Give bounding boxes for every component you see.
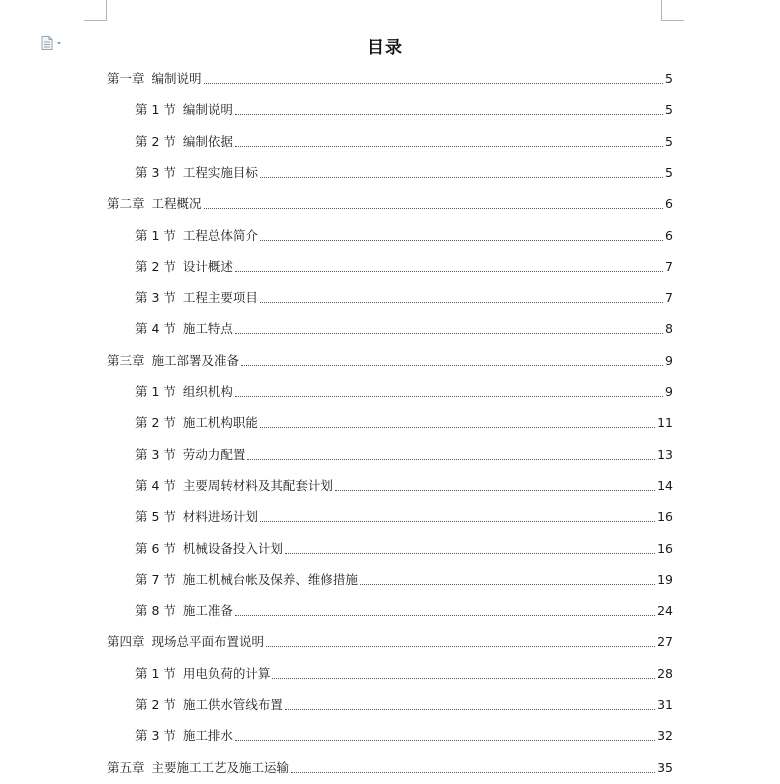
toc-entry-number: 第 3 节 xyxy=(135,728,176,744)
toc-page-number: 8 xyxy=(665,321,673,337)
toc-entry-number: 第四章 xyxy=(107,634,145,650)
toc-entry-number: 第 4 节 xyxy=(135,321,176,337)
toc-entry-label xyxy=(135,258,233,276)
toc-entry-text: 施工准备 xyxy=(182,603,233,619)
toc-entry[interactable] xyxy=(135,665,673,683)
toc-entry-label xyxy=(135,571,358,589)
toc-entry-label xyxy=(107,70,202,88)
toc-entry[interactable] xyxy=(107,195,673,213)
toc-entry-label xyxy=(135,446,245,464)
toc-entry[interactable] xyxy=(107,352,673,370)
toc-entry-number: 第 1 节 xyxy=(135,384,176,399)
toc-page-number: 6 xyxy=(665,227,673,243)
toc-entry-text: 工程主要项目 xyxy=(182,290,258,306)
toc-dot-leader xyxy=(285,708,655,710)
toc-entry-number: 第 2 节 xyxy=(135,258,176,274)
toc-dot-leader xyxy=(266,645,655,647)
toc-dot-leader xyxy=(204,207,664,209)
toc-entry[interactable] xyxy=(135,383,673,401)
toc-dot-leader xyxy=(285,552,655,554)
toc-page-number: 13 xyxy=(657,446,673,462)
toc-dot-leader xyxy=(260,426,655,428)
toc-entry-text: 用电负荷的计算 xyxy=(182,665,271,681)
toc-entry-label xyxy=(135,540,283,558)
toc-page-number: 19 xyxy=(657,571,673,587)
toc-entry-label xyxy=(135,101,233,119)
toc-entry-label xyxy=(135,383,233,401)
toc-entry-text: 编制依据 xyxy=(182,133,233,149)
toc-entry-label xyxy=(135,289,258,307)
toc-entry-text: 工程实施目标 xyxy=(182,164,258,180)
toc-entry-text: 施工部署及准备 xyxy=(151,352,240,368)
toc-entry-text: 主要施工工艺及施工运输 xyxy=(151,759,290,775)
toc-entry-number: 第 1 节 xyxy=(135,102,176,118)
toc-entry[interactable] xyxy=(135,227,673,245)
toc-entry[interactable] xyxy=(135,101,673,119)
toc-entry-text: 编制说明 xyxy=(182,102,233,118)
toc-page-number: 7 xyxy=(665,258,673,274)
toc-entry-label xyxy=(107,195,202,213)
toc-entry[interactable] xyxy=(107,633,673,651)
toc-dot-leader xyxy=(235,145,663,147)
toc-entry-label xyxy=(135,477,333,495)
toc-dot-leader xyxy=(241,364,663,366)
toc-page-number: 35 xyxy=(657,759,673,775)
toc-page-number: 28 xyxy=(657,665,673,681)
toc-entry-text: 施工供水管线布置 xyxy=(182,697,283,712)
toc-entry-label xyxy=(135,508,258,526)
toc-entry[interactable] xyxy=(107,70,673,88)
toc-page-number: 27 xyxy=(657,634,673,650)
toc-dot-leader xyxy=(235,113,663,115)
toc-entry[interactable] xyxy=(135,571,673,589)
toc-entry[interactable] xyxy=(135,446,673,464)
toc-entry-label xyxy=(135,414,258,432)
toc-page-number: 5 xyxy=(665,102,673,118)
toc-title: 目录 xyxy=(367,38,403,58)
toc-dot-leader xyxy=(360,583,655,585)
toc-entry[interactable] xyxy=(135,477,673,495)
toc-entry-label xyxy=(135,602,233,620)
toc-entry-text: 工程总体简介 xyxy=(182,227,258,243)
toc-page-number: 5 xyxy=(665,71,673,86)
toc-entry-number: 第二章 xyxy=(107,196,145,212)
toc-entry[interactable] xyxy=(135,133,673,151)
toc-entry-text: 材料进场计划 xyxy=(182,509,258,525)
toc-entry[interactable] xyxy=(135,164,673,182)
toc-dot-leader xyxy=(260,520,655,522)
toc-entry-text: 劳动力配置 xyxy=(182,446,246,462)
toc-entry[interactable] xyxy=(135,258,673,276)
toc-entry-number: 第一章 xyxy=(107,71,145,86)
toc-entry-text: 机械设备投入计划 xyxy=(182,540,283,556)
toc-entry-text: 施工机械台帐及保养、维修措施 xyxy=(182,571,358,587)
toc-entry-label xyxy=(135,164,258,182)
toc-entry-text: 施工特点 xyxy=(182,321,233,337)
toc-page-number: 24 xyxy=(657,603,673,619)
toc-entry-number: 第三章 xyxy=(107,352,145,368)
toc-page-number: 32 xyxy=(657,728,673,744)
toc-entry-label xyxy=(135,320,233,338)
toc-page-number: 5 xyxy=(665,133,673,149)
toc-entry-label xyxy=(135,727,233,745)
crop-mark-top-left xyxy=(84,0,107,21)
toc-entry-number: 第 7 节 xyxy=(135,571,176,587)
toc-dot-leader xyxy=(235,614,655,616)
toc-entry-number: 第 5 节 xyxy=(135,509,176,525)
toc-entry-number: 第 2 节 xyxy=(135,697,176,712)
toc-dot-leader xyxy=(335,489,655,491)
toc-page-number: 11 xyxy=(657,415,673,431)
toc-entry-text: 施工排水 xyxy=(182,728,233,744)
toc-entry-number: 第 3 节 xyxy=(135,446,176,462)
toc-page-number: 9 xyxy=(665,352,673,368)
toc-entry-text: 设计概述 xyxy=(182,258,233,274)
toc-entry-label xyxy=(135,696,283,714)
toc-entry-number: 第 1 节 xyxy=(135,227,176,243)
toc-entry-label xyxy=(135,665,270,683)
toc-page-number: 16 xyxy=(657,540,673,556)
toc-entry[interactable] xyxy=(107,759,673,777)
toc-entry-text: 主要周转材料及其配套计划 xyxy=(182,477,333,493)
toc-entry-number: 第 6 节 xyxy=(135,540,176,556)
toc-entry-label xyxy=(107,633,264,651)
toc-entry[interactable] xyxy=(135,289,673,307)
toc-dot-leader xyxy=(235,270,663,272)
toc-dot-leader xyxy=(235,332,663,334)
toc-dot-leader xyxy=(260,239,663,241)
toc-dot-leader xyxy=(272,677,655,679)
toc-page-number: 16 xyxy=(657,509,673,525)
toc-page-number: 31 xyxy=(657,697,673,712)
toc-page-number: 7 xyxy=(665,290,673,306)
toc-page-number: 14 xyxy=(657,477,673,493)
toc-entry-text: 组织机构 xyxy=(182,384,233,399)
toc-entry-number: 第五章 xyxy=(107,759,145,775)
toc-entry[interactable] xyxy=(135,320,673,338)
toc-entry-text: 编制说明 xyxy=(151,71,202,86)
toc-entry[interactable] xyxy=(135,602,673,620)
toc-entry-label xyxy=(107,352,239,370)
toc-entry-number: 第 2 节 xyxy=(135,133,176,149)
toc-entry-label xyxy=(135,133,233,151)
toc-entry-number: 第 3 节 xyxy=(135,290,176,306)
crop-mark-top-right xyxy=(661,0,684,21)
toc-dot-leader xyxy=(260,301,663,303)
toc-entry[interactable] xyxy=(135,508,673,526)
toc-entry-number: 第 1 节 xyxy=(135,665,176,681)
toc-dot-leader xyxy=(235,739,655,741)
toc-entry-number: 第 3 节 xyxy=(135,164,176,180)
toc-page-number: 5 xyxy=(665,164,673,180)
toc-entry[interactable] xyxy=(135,727,673,745)
toc-dot-leader xyxy=(291,771,655,773)
toc-entry-number: 第 2 节 xyxy=(135,415,176,431)
toc-entry[interactable] xyxy=(135,540,673,558)
toc-entry[interactable] xyxy=(135,414,673,432)
toc-page-number: 6 xyxy=(665,196,673,212)
toc-entry[interactable] xyxy=(135,696,673,714)
toc-entry-number: 第 4 节 xyxy=(135,477,176,493)
toc-entry-text: 施工机构职能 xyxy=(182,415,258,431)
toc-entry-text: 现场总平面布置说明 xyxy=(151,634,265,650)
toc-entry-text: 工程概况 xyxy=(151,196,202,212)
toc-entry-number: 第 8 节 xyxy=(135,603,176,619)
toc-page-number: 9 xyxy=(665,384,673,399)
toc-entry-label xyxy=(107,759,289,777)
toc-dot-leader xyxy=(235,395,663,397)
toc-dot-leader xyxy=(204,82,664,84)
toc-dot-leader xyxy=(247,458,655,460)
toc-entry-label xyxy=(135,227,258,245)
toc-dot-leader xyxy=(260,176,663,178)
